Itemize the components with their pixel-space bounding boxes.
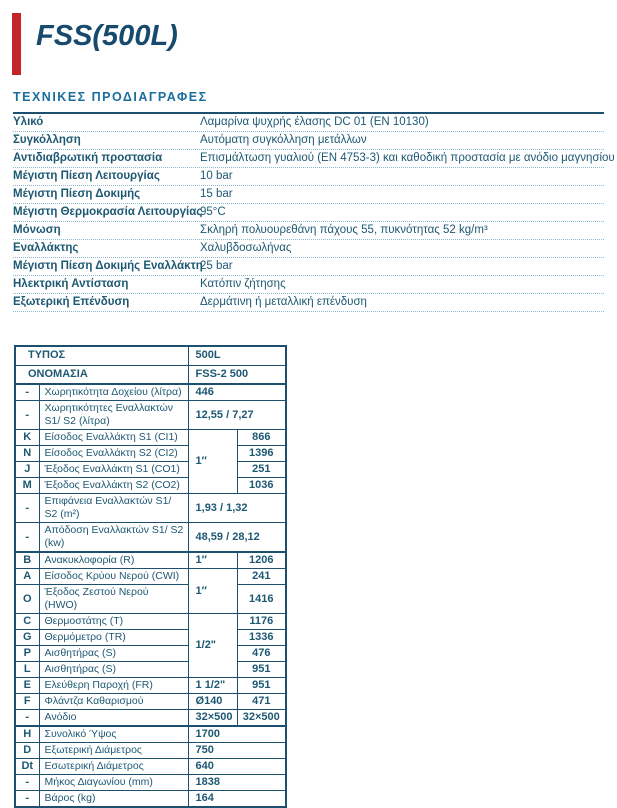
row-value: 640 <box>188 759 286 775</box>
spec-label: Μέγιστη Πίεση Λειτουργίας <box>13 170 160 182</box>
table-row <box>15 462 286 478</box>
row-size: 1″ <box>188 552 237 569</box>
spec-row <box>13 186 604 204</box>
row-letter: - <box>15 775 39 791</box>
spec-row <box>13 168 604 186</box>
row-letter: C <box>15 614 39 630</box>
row-name: Εξωτερική Διάμετρος <box>39 743 188 759</box>
row-value: 1036 <box>237 478 286 494</box>
spec-row <box>13 294 604 312</box>
row-name: Χωρητικότητα Δοχείου (λίτρα) <box>39 384 188 401</box>
row-name: Μήκος Διαγωνίου (mm) <box>39 775 188 791</box>
table-row <box>15 678 286 694</box>
table-row <box>15 585 286 614</box>
spec-value: 10 bar <box>200 170 233 182</box>
row-value: 251 <box>237 462 286 478</box>
row-value: 241 <box>237 569 286 585</box>
page-header <box>12 13 178 75</box>
spec-row <box>13 114 604 132</box>
row-name: Ανακυκλοφορία (R) <box>39 552 188 569</box>
table-header-row <box>15 346 286 365</box>
spec-row <box>13 258 604 276</box>
row-letter: F <box>15 694 39 710</box>
row-value: 1176 <box>237 614 286 630</box>
table-row <box>15 569 286 585</box>
row-letter: H <box>15 726 39 743</box>
spec-row <box>13 222 604 240</box>
row-name: Έξοδος Εναλλάκτη S1 (CO1) <box>39 462 188 478</box>
row-letter: B <box>15 552 39 569</box>
row-name: Αισθητήρας (S) <box>39 662 188 678</box>
spec-label: Εναλλάκτης <box>13 242 79 254</box>
row-value: 1,93 / 1,32 <box>188 494 286 523</box>
spec-label: Συγκόλληση <box>13 134 81 146</box>
table-row <box>15 430 286 446</box>
row-letter: G <box>15 630 39 646</box>
table-row <box>15 646 286 662</box>
table-row <box>15 662 286 678</box>
row-letter: J <box>15 462 39 478</box>
row-value: 866 <box>237 430 286 446</box>
row-value: 48,59 / 28,12 <box>188 523 286 553</box>
row-name: Επιφάνεια Εναλλακτών S1/ S2 (m²) <box>39 494 188 523</box>
spec-value: Λαμαρίνα ψυχρής έλασης DC 01 (EN 10130) <box>200 116 429 128</box>
row-name: Είσοδος Κρύου Νερού (CWI) <box>39 569 188 585</box>
row-letter: - <box>15 384 39 401</box>
row-letter: K <box>15 430 39 446</box>
row-value: 750 <box>188 743 286 759</box>
row-letter: L <box>15 662 39 678</box>
header-label: ΤΥΠΟΣ <box>15 346 188 365</box>
table-row <box>15 710 286 727</box>
table-row <box>15 552 286 569</box>
row-size: 1 1/2" <box>188 678 237 694</box>
row-name: Θερμόμετρο (TR) <box>39 630 188 646</box>
table-row <box>15 523 286 553</box>
header-value: 500L <box>188 346 286 365</box>
spec-label: Ηλεκτρική Αντίσταση <box>13 278 129 290</box>
spec-row <box>13 240 604 258</box>
row-name: Αισθητήρας (S) <box>39 646 188 662</box>
row-size: 32×500 <box>188 710 237 727</box>
row-name: Χωρητικότητες Εναλλακτών S1/ S2 (λίτρα) <box>39 401 188 430</box>
table-row <box>15 478 286 494</box>
row-name: Ανόδιο <box>39 710 188 727</box>
spec-value: 25 bar <box>200 260 233 272</box>
table-row <box>15 630 286 646</box>
row-size: Ø140 <box>188 694 237 710</box>
table-row <box>15 384 286 401</box>
table-row <box>15 743 286 759</box>
spec-label: Μέγιστη Πίεση Δοκιμής <box>13 188 141 200</box>
row-size: 1″ <box>188 430 237 494</box>
table-header-row <box>15 365 286 384</box>
spec-label: Μέγιστη Θερμοκρασία Λειτουργίας <box>13 206 203 218</box>
row-name: Απόδοση Εναλλακτών S1/ S2 (kw) <box>39 523 188 553</box>
spec-row <box>13 204 604 222</box>
table-row <box>15 614 286 630</box>
row-value: 164 <box>188 791 286 808</box>
row-letter: - <box>15 523 39 553</box>
spec-label: Αντιδιαβρωτική προστασία <box>13 152 163 164</box>
row-name: Εσωτερική Διάμετρος <box>39 759 188 775</box>
row-name: Θερμοστάτης (T) <box>39 614 188 630</box>
row-value: 471 <box>237 694 286 710</box>
row-value: 446 <box>188 384 286 401</box>
row-letter: E <box>15 678 39 694</box>
row-letter: A <box>15 569 39 585</box>
row-letter: M <box>15 478 39 494</box>
row-value: 1396 <box>237 446 286 462</box>
table-row <box>15 694 286 710</box>
row-name: Βάρος (kg) <box>39 791 188 808</box>
section-heading: ΤΕΧΝΙΚΕΣ ΠΡΟΔΙΑΓΡΑΦΕΣ <box>13 90 208 104</box>
row-letter: D <box>15 743 39 759</box>
spec-value: Κατόπιν ζήτησης <box>200 278 286 290</box>
table-row <box>15 726 286 743</box>
row-value: 1336 <box>237 630 286 646</box>
row-name: Είσοδος Εναλλάκτη S1 (CI1) <box>39 430 188 446</box>
row-letter: O <box>15 585 39 614</box>
spec-label: Υλικό <box>13 116 44 128</box>
row-name: Ελεύθερη Παροχή (FR) <box>39 678 188 694</box>
row-value: 476 <box>237 646 286 662</box>
row-value: 951 <box>237 662 286 678</box>
table-row <box>15 494 286 523</box>
row-name: Είσοδος Εναλλάκτη S2 (CI2) <box>39 446 188 462</box>
dimensions-table <box>14 345 287 808</box>
spec-label: Μόνωση <box>13 224 61 236</box>
specs-list <box>13 112 615 312</box>
row-size: 1/2" <box>188 614 237 678</box>
table-row <box>15 791 286 808</box>
row-letter: - <box>15 791 39 808</box>
table-row <box>15 759 286 775</box>
spec-value: Χαλυβδοσωλήνας <box>200 242 292 254</box>
header-label: ΟΝΟΜΑΣΙΑ <box>15 365 188 384</box>
spec-row <box>13 276 604 294</box>
row-value: 951 <box>237 678 286 694</box>
row-value: 1838 <box>188 775 286 791</box>
page-title: FSS(500L) <box>36 20 178 52</box>
table-row <box>15 446 286 462</box>
row-value: 12,55 / 7,27 <box>188 401 286 430</box>
row-letter: P <box>15 646 39 662</box>
red-accent-bar <box>12 13 21 75</box>
row-value: 1206 <box>237 552 286 569</box>
spec-label: Εξωτερική Επένδυση <box>13 296 130 308</box>
spec-value: 15 bar <box>200 188 233 200</box>
row-value: 1700 <box>188 726 286 743</box>
row-letter: - <box>15 401 39 430</box>
table-row <box>15 775 286 791</box>
row-value: 32×500 <box>237 710 286 727</box>
row-letter: - <box>15 710 39 727</box>
spec-value: Αυτόματη συγκόλληση μετάλλων <box>200 134 367 146</box>
row-name: Έξοδος Εναλλάκτη S2 (CO2) <box>39 478 188 494</box>
spec-value: 95°C <box>200 206 226 218</box>
row-name: Συνολικό Ύψος <box>39 726 188 743</box>
spec-value: Επισμάλτωση γυαλιού (EN 4753-3) και καθοδική προστασία με ανόδιο μαγνησίου <box>200 152 615 164</box>
spec-value: Δερμάτινη ή μεταλλική επένδυση <box>200 296 367 308</box>
header-value: FSS-2 500 <box>188 365 286 384</box>
row-size: 1″ <box>188 569 237 614</box>
row-name: Έξοδος Ζεστού Νερού (HWO) <box>39 585 188 614</box>
row-letter: N <box>15 446 39 462</box>
spec-row <box>13 132 604 150</box>
spec-label: Μέγιστη Πίεση Δοκιμής Εναλλάκτη <box>13 260 203 272</box>
table-row <box>15 401 286 430</box>
spec-row <box>13 150 615 168</box>
row-name: Φλάντζα Καθαρισμού <box>39 694 188 710</box>
row-value: 1416 <box>237 585 286 614</box>
row-letter: Dt <box>15 759 39 775</box>
row-letter: - <box>15 494 39 523</box>
spec-value: Σκληρή πολυουρεθάνη πάχους 55, πυκνότητας 52 kg/m³ <box>200 224 488 236</box>
